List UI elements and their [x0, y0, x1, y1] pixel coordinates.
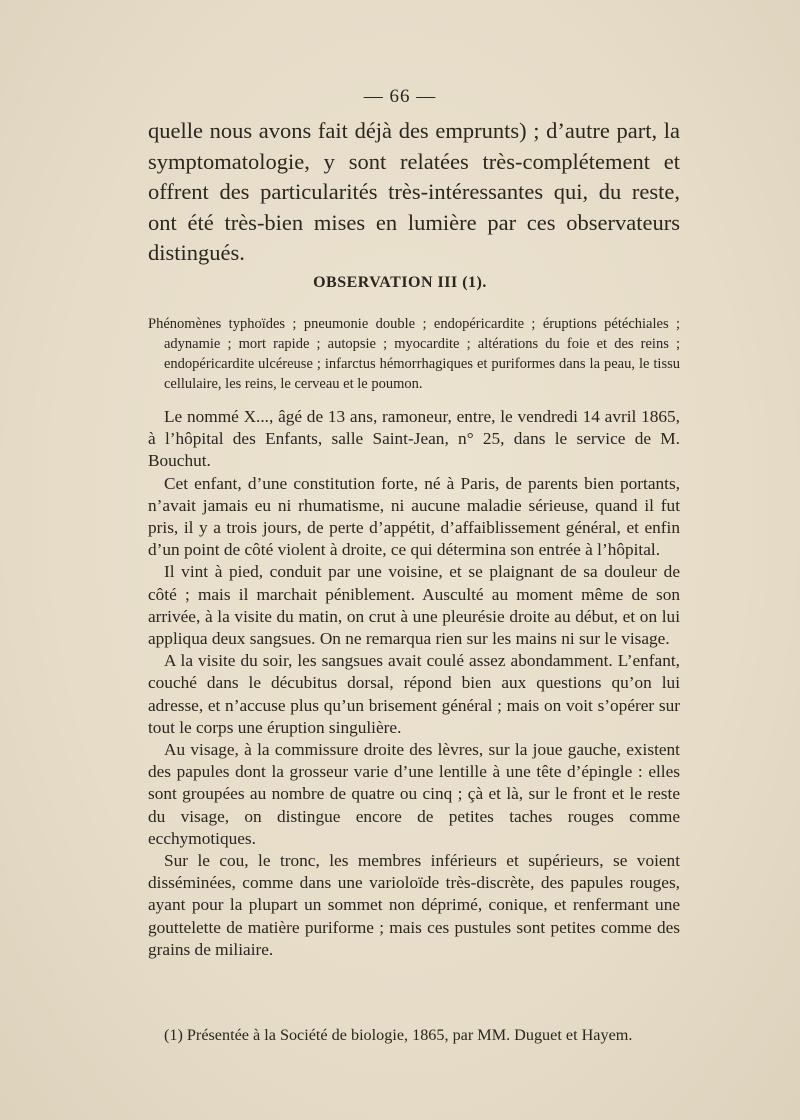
observation-body: [148, 406, 680, 961]
body-paragraph: Cet enfant, d’une constitution forte, né à Paris, de parents bien portants, n’avait jamais eu ni rhumatisme, ni aucune maladie sérieuse, quand il fut pris, il y a trois jours, de perte d’appétit, d’affaiblissement général, et enfin d’un point de côté violent à droite, ce qui détermina son entrée à l’hôpital.: [148, 473, 680, 560]
body-paragraph: A la visite du soir, les sangsues avait coulé assez abondamment. L’enfant, couché dans le décubitus dorsal, répond bien aux questions qu’on lui adresse, et n’accuse plus qu’un brisement général ; mais on voit s’opérer sur tout le corps une éruption singulière.: [148, 651, 680, 737]
body-paragraph: Le nommé X..., âgé de 13 ans, ramoneur, entre, le vendredi 14 avril 1865, à l’hôpital des Enfants, salle Saint-Jean, n° 25, dans le service de M. Bouchut.: [148, 407, 680, 471]
intro-text: quelle nous avons fait déjà des emprunts) ; d’autre part, la symptomatologie, y sont relatées très-complétement et offrent des particularités très-intéressantes qui, du reste, ont été très-bien mises en lumière par ces observateurs distingués.: [148, 118, 680, 265]
footnote: [148, 1024, 680, 1046]
observation-title: OBSERVATION III (1).: [313, 274, 487, 291]
footnote-text: (1) Présentée à la Société de biologie, 1865, par MM. Duguet et Hayem.: [164, 1026, 633, 1044]
intro-paragraph: [148, 116, 680, 269]
body-paragraph: Sur le cou, le tronc, les membres inférieurs et supérieurs, se voient disséminées, comme dans une varioloïde très-discrète, des papules rouges, ayant pour la plupart un sommet non déprimé, conique, et renfermant une gouttelette de matière puriforme ; mais ces pustules sont petites comme des grains de miliaire.: [148, 851, 680, 959]
body-paragraph: Il vint à pied, conduit par une voisine, et se plaignant de sa douleur de côté ; mais il marchait péniblement. Ausculté au moment même de son arrivée, à la visite du matin, on crut à une pleurésie droite au début, et on lui appliqua deux sangsues. On ne remarqua rien sur les mains ni sur le visage.: [148, 562, 680, 649]
summary-text: Phénomènes typhoïdes ; pneumonie double ; endopéricardite ; éruptions pétéchiales ; adynamie ; mort rapide ; autopsie ; myocardite ; altérations du foie et des reins ; endopéricardite ulcéreuse ; infarctus hémorrhagiques et puriformes dans la peau, le tissu cellulaire, les reins, le cerveau et le poumon.: [148, 316, 680, 392]
body-paragraph: Au visage, à la commissure droite des lèvres, sur la joue gauche, existent des papules dont la grosseur varie d’une lentille à une tête d’épingle : elles sont groupées au nombre de quatre ou cinq ; çà et là, sur le front et le reste du visage, on distingue encore de petites taches rouges comme ecchymotiques.: [148, 740, 680, 848]
page-number: — 66 —: [363, 86, 437, 107]
observation-summary: [148, 314, 680, 394]
